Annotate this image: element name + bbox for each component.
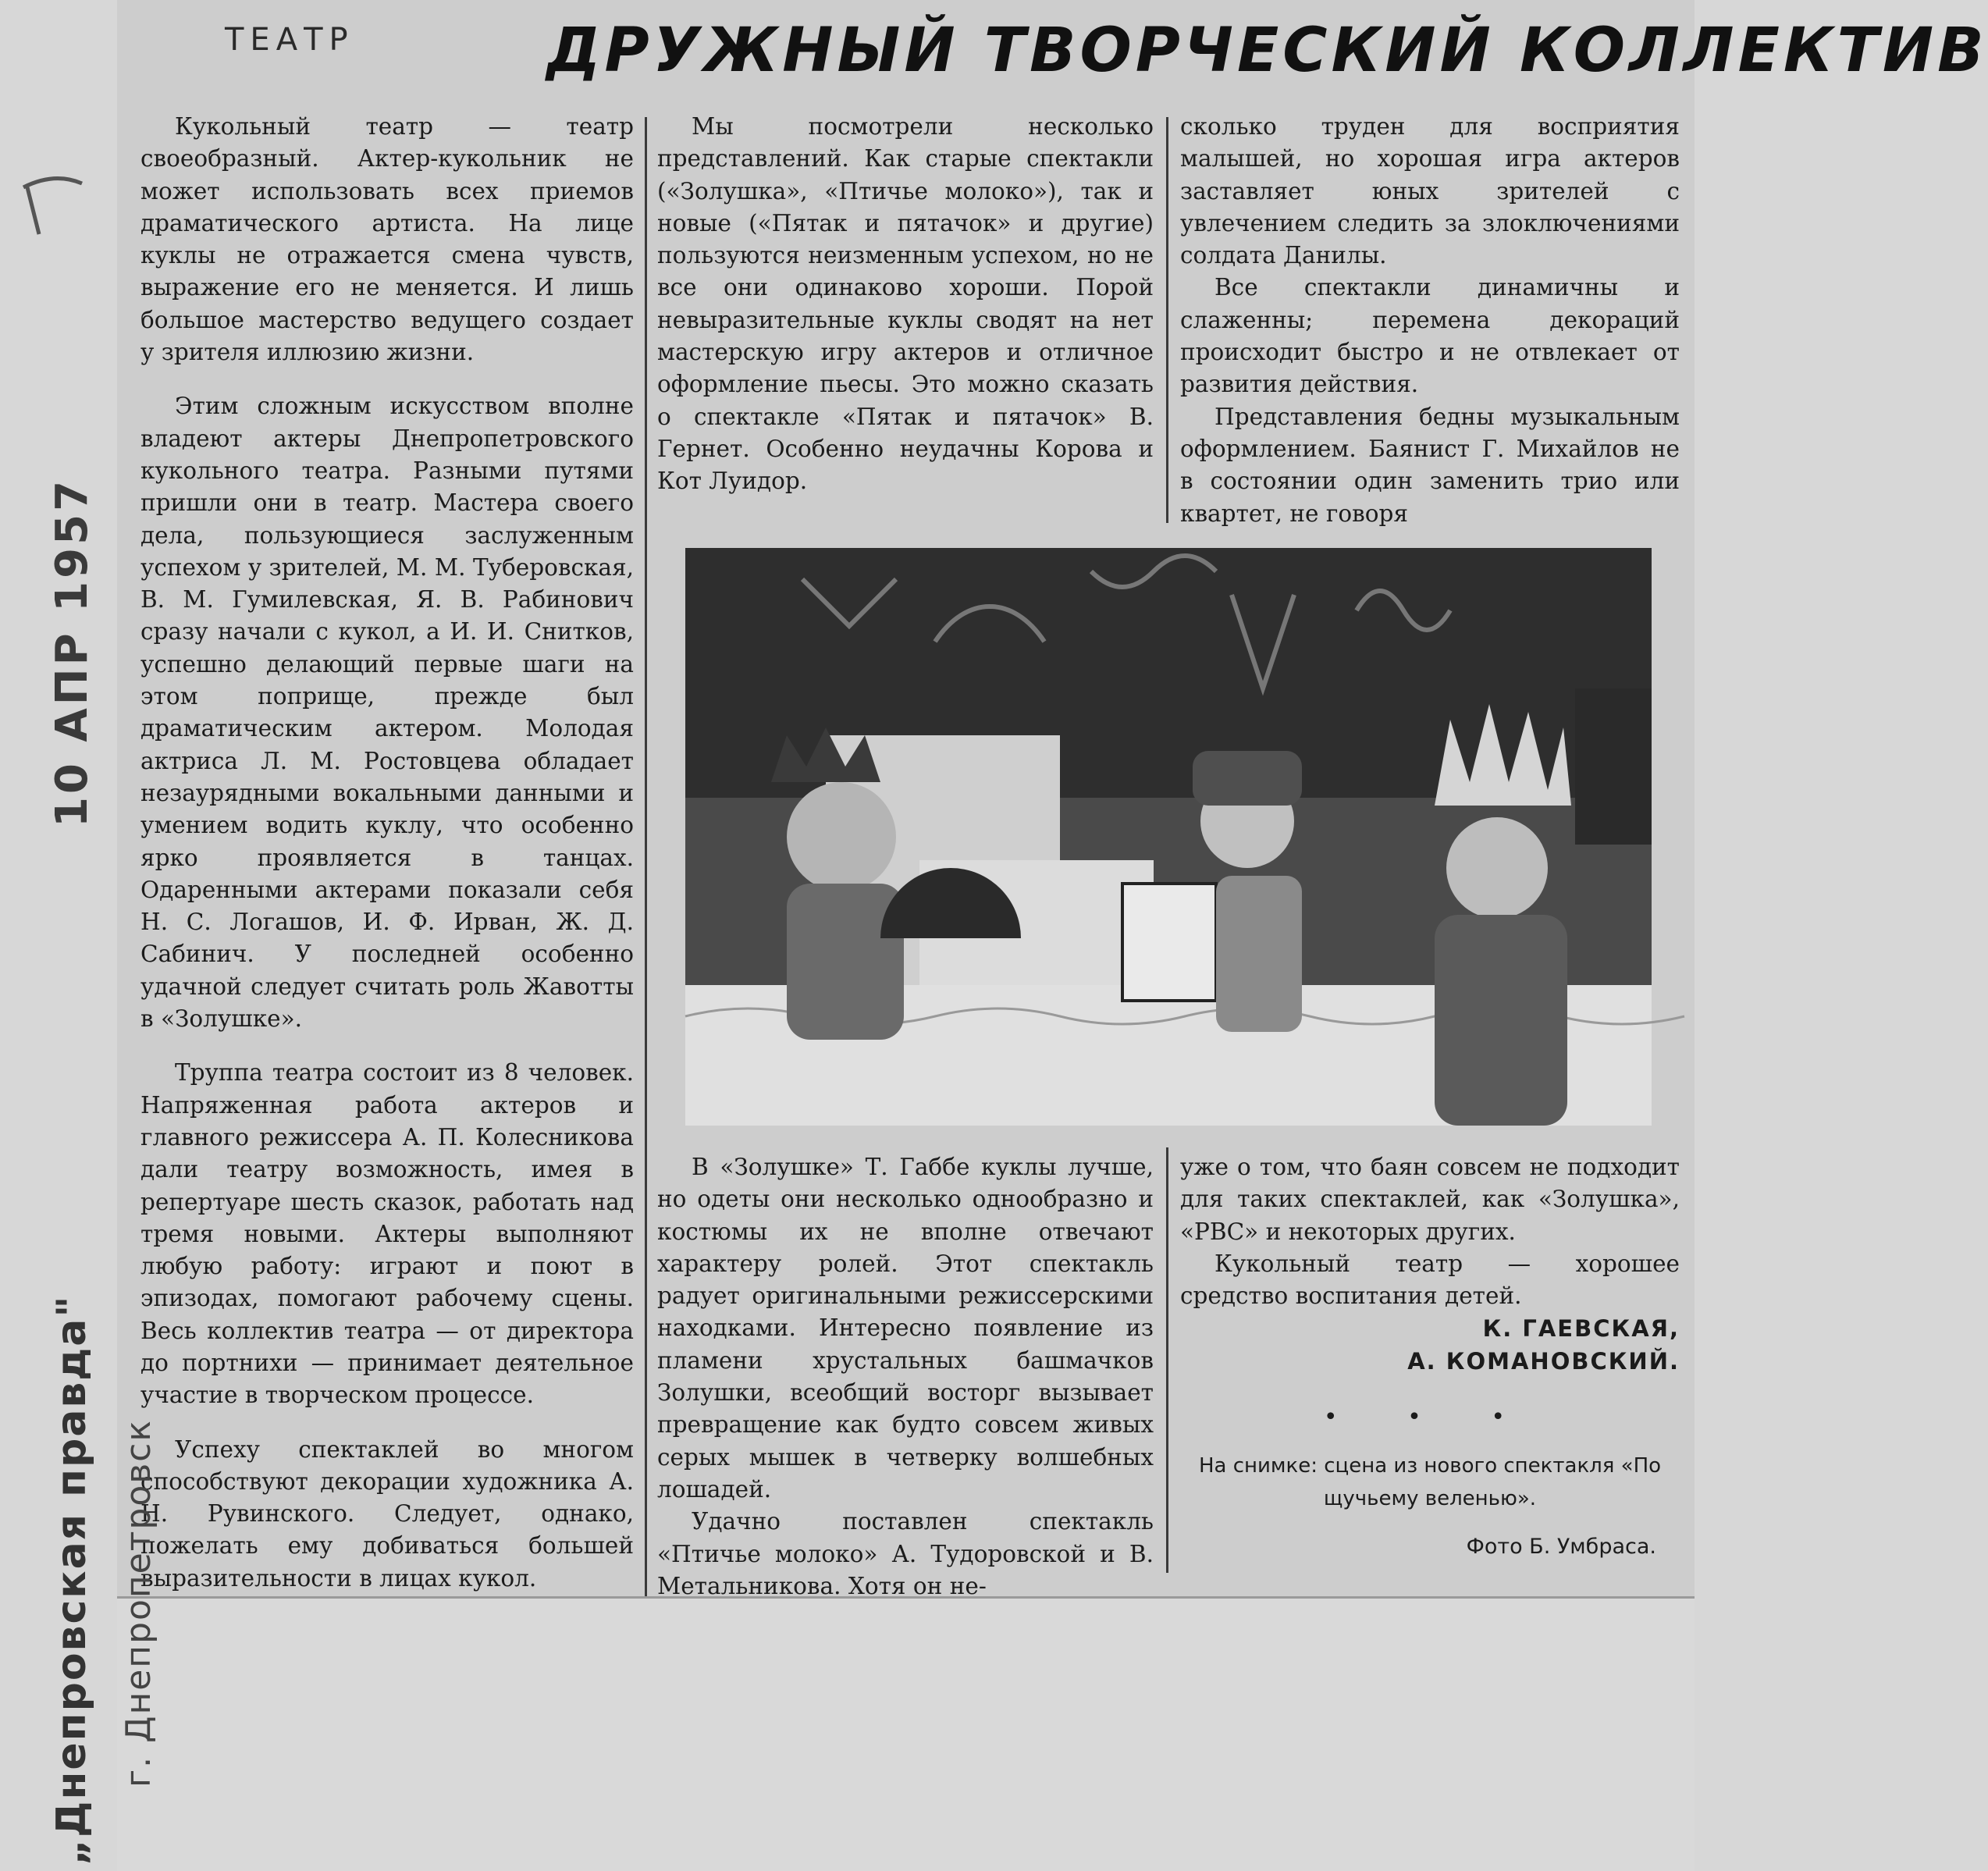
paragraph: сколько труден для восприятия малышей, но хорошая игра актеров заставляет юных зрителей с увлечением следить за злоключениями солдата Данилы.: [1180, 113, 1680, 269]
author-signature: К. ГАЕВСКАЯ,: [1482, 1315, 1680, 1343]
column-3-top: [1180, 111, 1680, 530]
separator-dots: • • •: [1323, 1403, 1537, 1432]
date-stamp: 10 АПР 1957: [47, 477, 98, 827]
paragraph: Все спектакли динамичны и слаженны; перемена декораций происходит быстро и не отвлекает от развития действия.: [1180, 274, 1680, 398]
newspaper-stamp: „Днепровская правда": [48, 1294, 95, 1866]
paragraph: Представления бедны музыкальным оформлением. Баянист Г. Михайлов не в состоянии один заменить трио или квартет, не говоря: [1180, 403, 1680, 527]
photo-caption: На снимке: сцена из нового спектакля «По щучьему веленью».: [1198, 1453, 1662, 1510]
column-rule: [1166, 117, 1168, 523]
paragraph: Этим сложным искусством вполне владеют актеры Днепропетровского кукольного театра. Разными путями пришли они в театр. Мастера своего дела, пользующиеся заслуженным успехом у зрителей, М. М. Туберовская, В. М. Гумилевская, Я. В. Рабинович сразу начали с кукол, а И. И. Снитков, успешно делающий первые шаги на этом поприще, прежде был драматическим актером. Молодая актриса Л. М. Ростовцева обладает незаурядными вокальными данными и умением водить куклу, что особенно ярко проявляется в танцах. Одаренными актерами показали себя Н. С. Логашов, И. Ф. Ирван, Ж. Д. Сабинич. У последней особенно удачной следует считать роль Жавотты в «Золушке».: [140, 393, 634, 1033]
pencil-mark: [8, 156, 94, 245]
paragraph: уже о том, что баян совсем не подходит для таких спектаклей, как «Золушка», «РВС» и некоторых других.: [1180, 1154, 1680, 1245]
section-rubric: ТЕАТР: [225, 22, 354, 58]
photo-credit: Фото Б. Умбраса.: [1466, 1534, 1656, 1559]
column-rule: [1166, 1147, 1168, 1573]
article-headline: ДРУЖНЫЙ ТВОРЧЕСКИЙ КОЛЛЕКТИВ: [546, 16, 1988, 86]
puppet-show-photo: [685, 548, 1652, 1126]
clipping-blank-area: [117, 1596, 1695, 1871]
column-2-bottom: [657, 1151, 1154, 1602]
column-rule: [645, 117, 647, 1596]
paragraph: Успеху спектаклей во многом способствуют декорации художника А. Н. Рувинского. Следует, однако, пожелать ему добиваться большей выразительности в лицах кукол.: [140, 1435, 634, 1592]
city-stamp: г. Днепропетровск: [119, 1419, 158, 1787]
column-3-bottom: [1180, 1151, 1680, 1563]
paragraph: Удачно поставлен спектакль «Птичье молоко» А. Тудоровской и В. Метальникова. Хотя он не-: [657, 1508, 1154, 1599]
paragraph: Кукольный театр — театр своеобразный. Актер-кукольник не может использовать всех приемов драматического артиста. На лице куклы не отражается смена чувств, выражение его не меняется. И лишь большое мастерство ведущего создает у зрителя иллюзию жизни.: [140, 113, 634, 366]
paragraph: Кукольный театр — хорошее средство воспитания детей.: [1180, 1250, 1680, 1310]
paragraph: В «Золушке» Т. Габбе куклы лучше, но одеты они несколько однообразно и костюмы их не вполне отвечают характеру ролей. Этот спектакль радует оригинальными режиссерскими находками. Интересно появление из пламени хрустальных башмачков Золушки, всеобщий восторг вызывает превращение как будто совсем живых серых мышек в четверку волшебных лошадей.: [657, 1154, 1154, 1503]
column-1: [140, 111, 634, 1595]
paragraph: Труппа театра состоит из 8 человек. Напряженная работа актеров и главного режиссера А. П. Колесникова дали театру возможность, имея в репертуаре шесть сказок, работать над тремя новыми. Актеры выполняют любую работу: играют и поют в эпизодах, помогают рабочему сцены. Весь коллектив театра — от директора до портнихи — принимает деятельное участие в творческом процессе.: [140, 1059, 634, 1409]
column-2-top: [657, 111, 1154, 498]
paragraph: Мы посмотрели несколько представлений. Как старые спектакли («Золушка», «Птичье молоко»), так и новые («Пятак и пятачок» и другие) пользуются неизменным успехом, но не все они одинаково хороши. Порой невыразительные куклы сводят на нет мастерскую игру актеров и отличное оформление пьесы. Это можно сказать о спектакле «Пятак и пятачок» В. Гернет. Особенно неудачны Корова и Кот Луидор.: [657, 113, 1154, 495]
author-signature: А. КОМАНОВСКИЙ.: [1407, 1348, 1680, 1375]
